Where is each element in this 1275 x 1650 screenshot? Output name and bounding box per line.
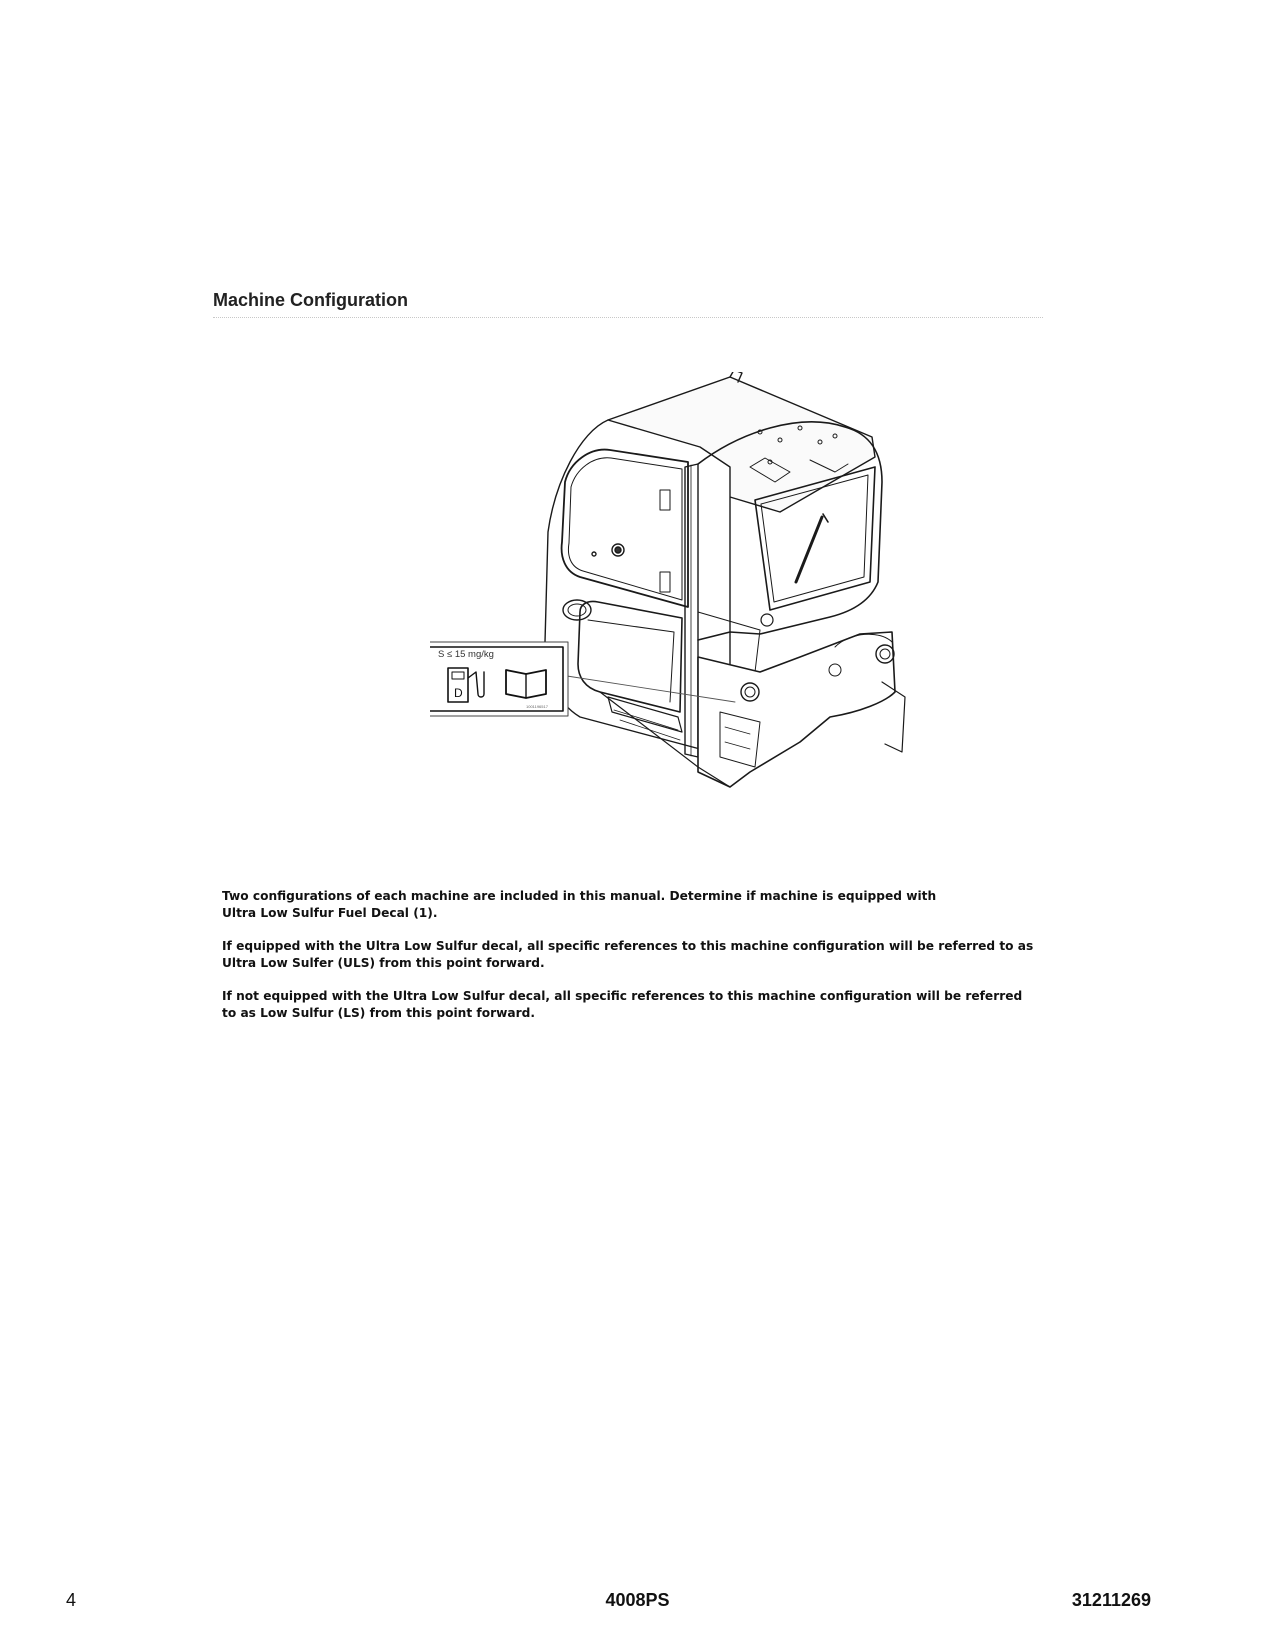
- paragraph-line: If equipped with the Ultra Low Sulfur decal, all specific references to this machine configuration will be referred to as: [222, 939, 1034, 953]
- paragraph: [222, 888, 1042, 922]
- paragraph-line: Ultra Low Sulfer (ULS) from this point forward.: [222, 956, 545, 970]
- body-text: [222, 888, 1042, 1038]
- model-number: 4008PS: [605, 1590, 670, 1610]
- cab-illustration: [430, 372, 950, 817]
- paragraph-line: If not equipped with the Ultra Low Sulfur decal, all specific references to this machine configuration will be referred: [222, 989, 1023, 1003]
- paragraph: [222, 988, 1042, 1022]
- paragraph: [222, 938, 1042, 972]
- section-title: Machine Configuration: [213, 290, 408, 310]
- paragraph-line: Two configurations of each machine are included in this manual. Determine if machine is equipped with: [222, 889, 937, 903]
- decal-sulfur-limit: S ≤ 15 mg/kg: [438, 649, 494, 660]
- page-number: 4: [66, 1590, 77, 1610]
- cab-figure: [430, 372, 950, 817]
- decal-fuel-letter: D: [454, 686, 463, 700]
- part-number: 31211269: [1071, 1590, 1151, 1610]
- page-footer: [0, 1590, 1275, 1614]
- paragraph-line: to as Low Sulfur (LS) from this point forward.: [222, 1006, 535, 1020]
- manual-book-icon: [506, 670, 546, 698]
- paragraph-line: Ultra Low Sulfur Fuel Decal (1).: [222, 906, 438, 920]
- section-divider: [213, 317, 1043, 318]
- decal-code: 1001196517: [526, 704, 548, 709]
